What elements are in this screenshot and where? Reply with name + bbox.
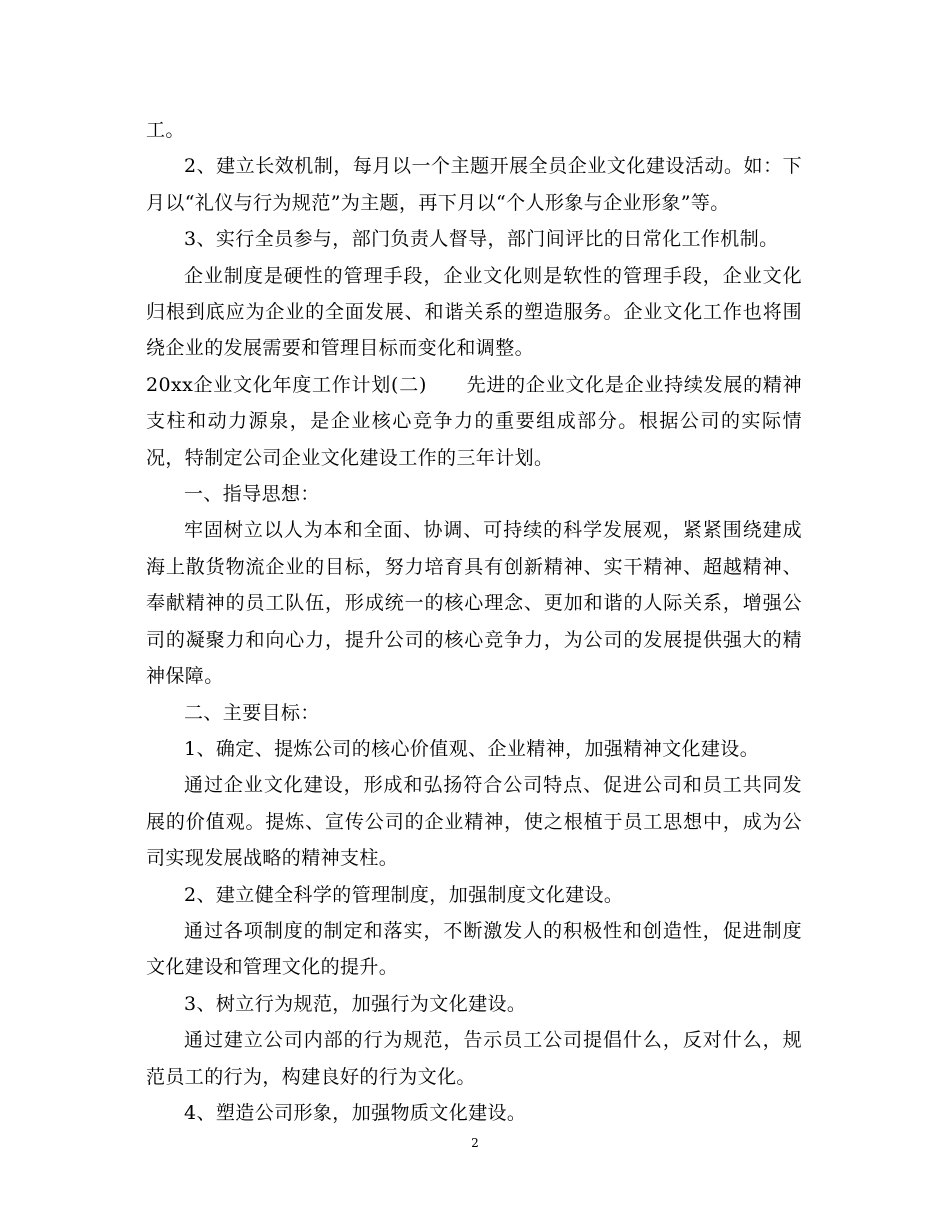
page-number: 2 xyxy=(471,1136,479,1150)
goal-2-heading: 2、建立健全科学的管理制度，加强制度文化建设。 xyxy=(184,883,624,906)
paragraph-monthly-theme: 2、建立长效机制，每月以一个主题开展全员企业文化建设活动。如：下月以“礼仪与行为规范”为主题，再下月以“个人形象与企业形象”等。 xyxy=(146,155,802,214)
goal-1-body: 通过企业文化建设，形成和弘扬符合公司特点、促进公司和员工共同发展的价值观。提炼、宣传公司的企业精神，使之根植于员工思想中，成为公司实现发展战略的精神支柱。 xyxy=(146,774,802,870)
section-heading-guiding-thought: 一、指导思想： xyxy=(184,483,320,506)
paragraph-guiding-thought: 牢固树立以人为本和全面、协调、可持续的科学发展观，紧紧围绕建成海上散货物流企业的目标，努力培育具有创新精神、实干精神、超越精神、奉献精神的员工队伍，形成统一的核心理念、更加和谐的人际关系，增强公司的凝聚力和向心力，提升公司的核心竞争力，为公司的发展提供强大的精神保障。 xyxy=(146,519,802,688)
goal-3-body: 通过建立公司内部的行为规范，告示员工公司提倡什么，反对什么，规范员工的行为，构建良好的行为文化。 xyxy=(146,1029,802,1088)
document-body xyxy=(146,112,802,1131)
paragraph-system-vs-culture: 企业制度是硬性的管理手段，企业文化则是软性的管理手段，企业文化归根到底应为企业的全面发展、和谐关系的塑造服务。企业文化工作也将围绕企业的发展需要和管理目标而变化和调整。 xyxy=(146,264,802,360)
goal-2-body: 通过各项制度的制定和落实，不断激发人的积极性和创造性，促进制度文化建设和管理文化的提升。 xyxy=(146,919,802,979)
paragraph-full-participation: 3、实行全员参与，部门负责人督导，部门间评比的日常化工作机制。 xyxy=(184,228,779,251)
section-heading-main-goals: 二、主要目标： xyxy=(184,701,320,724)
goal-3-heading: 3、树立行为规范，加强行为文化建设。 xyxy=(184,992,527,1015)
paragraph-plan-two-intro: 20xx企业文化年度工作计划(二) 先进的企业文化是企业持续发展的精神支柱和动力源泉，是企业核心竞争力的重要组成部分。根据公司的实际情况，特制定公司企业文化建设工作的三年计划。 xyxy=(146,373,802,469)
paragraph-continuation: 工。 xyxy=(146,119,185,141)
goal-4-heading: 4、塑造公司形象，加强物质文化建设。 xyxy=(184,1101,527,1124)
goal-1-heading: 1、确定、提炼公司的核心价值观、企业精神，加强精神文化建设。 xyxy=(184,737,760,760)
